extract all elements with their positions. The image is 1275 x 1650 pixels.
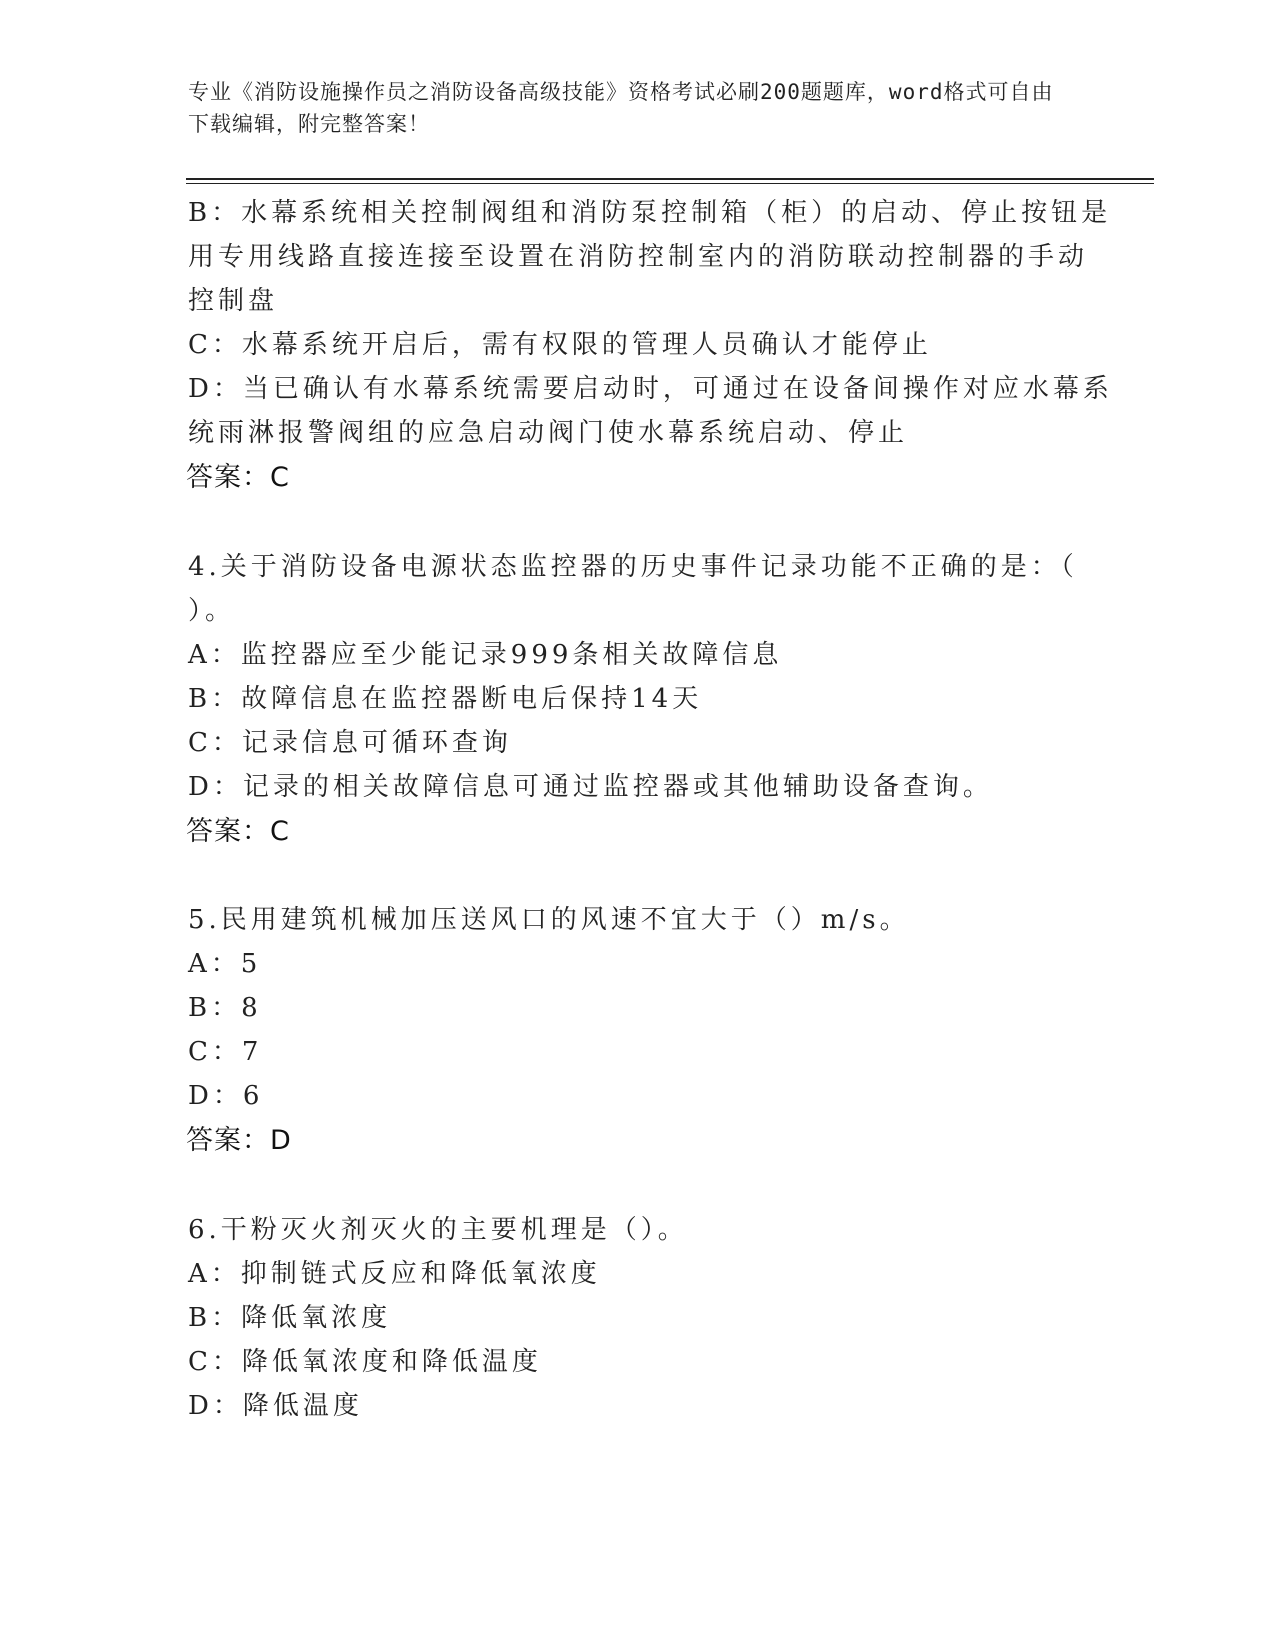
option-b: B：降低氧浓度 — [188, 1303, 392, 1333]
question-stem: 5.民用建筑机械加压送风口的风速不宜大于（）m/s。 — [188, 905, 910, 935]
option-b-line-1: B：水幕系统相关控制阀组和消防泵控制箱（柜）的启动、停止按钮是 — [188, 198, 1112, 228]
header-divider-thin — [186, 183, 1154, 184]
question-stem-line-1: 4.关于消防设备电源状态监控器的历史事件记录功能不正确的是：（ — [188, 552, 1078, 582]
answer: 答案：C — [186, 816, 290, 847]
option-d: D：6 — [188, 1081, 264, 1111]
option-d-line-2: 统雨淋报警阀组的应急启动阀门使水幕系统启动、停止 — [188, 418, 909, 448]
option-b: B：故障信息在监控器断电后保持14天 — [188, 684, 703, 714]
option-a: A：5 — [188, 949, 262, 979]
option-b-line-3: 控制盘 — [188, 286, 279, 316]
option-d: D：记录的相关故障信息可通过监控器或其他辅助设备查询。 — [188, 772, 993, 802]
answer: 答案：D — [186, 1125, 292, 1156]
option-c: C：记录信息可循环查询 — [188, 728, 512, 758]
option-c: C：降低氧浓度和降低温度 — [188, 1347, 542, 1377]
option-d: D：降低温度 — [188, 1391, 363, 1421]
question-stem: 6.干粉灭火剂灭火的主要机理是（）。 — [188, 1215, 688, 1245]
option-b-line-2: 用专用线路直接连接至设置在消防控制室内的消防联动控制器的手动 — [188, 242, 1089, 272]
answer: 答案：C — [186, 462, 290, 493]
header-divider-thick — [186, 178, 1154, 180]
document-header: 专业《消防设施操作员之消防设备高级技能》资格考试必刷200题题库，word格式可自由下载编辑，附完整答案！ — [188, 80, 1054, 136]
question-stem-line-2: ）。 — [188, 596, 236, 626]
option-d-line-1: D：当已确认有水幕系统需要启动时，可通过在设备间操作对应水幕系 — [188, 374, 1113, 404]
option-c: C：水幕系统开启后，需有权限的管理人员确认才能停止 — [188, 330, 932, 360]
option-a: A：监控器应至少能记录999条相关故障信息 — [188, 640, 783, 670]
option-a: A：抑制链式反应和降低氧浓度 — [188, 1259, 601, 1289]
option-b: B：8 — [188, 993, 262, 1023]
option-c: C：7 — [188, 1037, 263, 1067]
